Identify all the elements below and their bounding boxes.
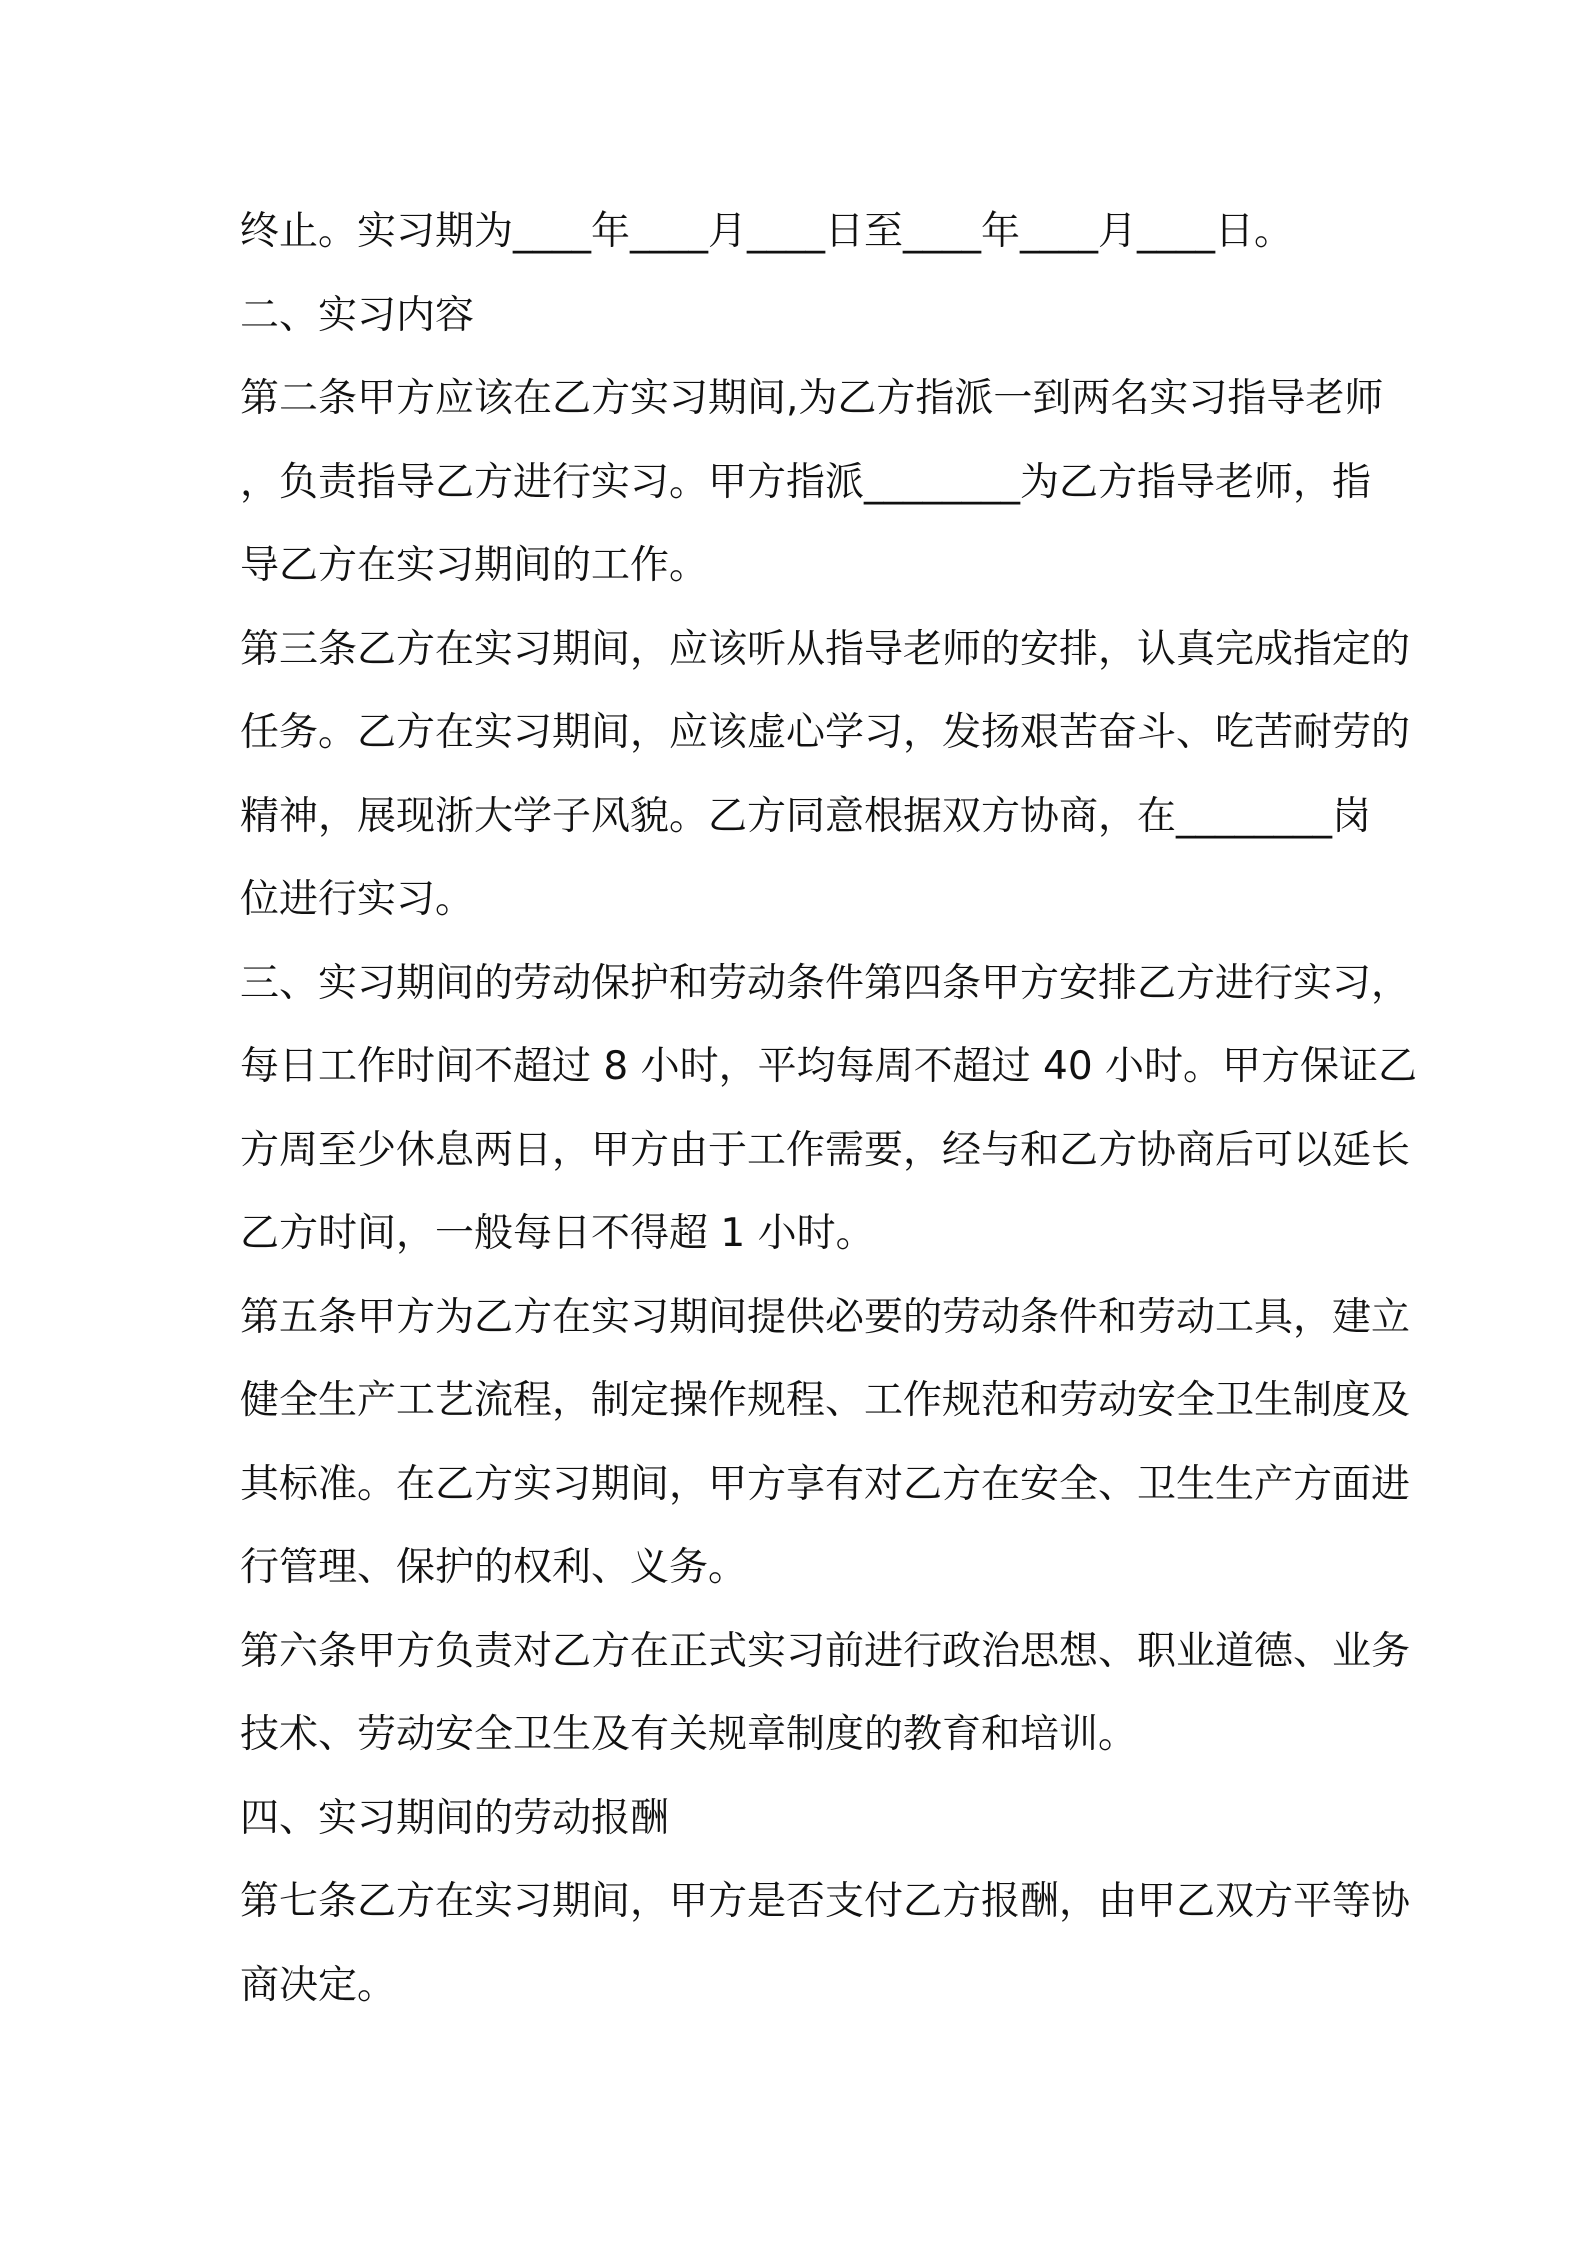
text-line: 其标准。在乙方实习期间，甲方享有对乙方在安全、卫生生产方面进 [240,1461,1411,1507]
section-heading-labor-remuneration: 四、实习期间的劳动报酬 [240,1795,670,1841]
text-line: 第六条甲方负责对乙方在正式实习前进行政治思想、职业道德、业务 [240,1628,1411,1674]
text-line: 技术、劳动安全卫生及有关规章制度的教育和培训。 [240,1712,1138,1757]
text-line: 终止。实习期为____年____月____日至____年____月____日。 [240,209,1294,254]
text-line: 乙方时间，一般每日不得超 1 小时。 [240,1211,875,1256]
text-line: 第三条乙方在实习期间，应该听从指导老师的安排，认真完成指定的 [240,626,1411,672]
text-line: 方周至少休息两日，甲方由于工作需要，经与和乙方协商后可以延长 [240,1127,1411,1173]
document-body [240,190,1418,2027]
text-line: 健全生产工艺流程，制定操作规程、工作规范和劳动安全卫生制度及 [240,1378,1411,1423]
text-line: 每日工作时间不超过 8 小时，平均每周不超过 40 小时。甲方保证乙 [240,1044,1418,1089]
text-line: 位进行实习。 [240,877,475,922]
text-line: 第五条甲方为乙方在实习期间提供必要的劳动条件和劳动工具，建立 [240,1294,1411,1340]
text-line: 导乙方在实习期间的工作。 [240,543,709,588]
text-line: 第二条甲方应该在乙方实习期间,为乙方指派一到两名实习指导老师 [240,376,1384,421]
text-line: 任务。乙方在实习期间，应该虚心学习，发扬艰苦奋斗、吃苦耐劳的 [240,710,1411,755]
section-heading-labor-protection: 三、实习期间的劳动保护和劳动条件第四条甲方安排乙方进行实习， [240,960,1411,1006]
section-heading-internship-content: 二、实习内容 [240,292,475,338]
text-line: 精神，展现浙大学子风貌。乙方同意根据双方协商，在________岗 [240,793,1372,839]
text-line: ，负责指导乙方进行实习。甲方指派________为乙方指导老师，指 [240,459,1372,505]
text-line: 商决定。 [240,1962,397,2008]
text-line: 第七条乙方在实习期间，甲方是否支付乙方报酬，由甲乙双方平等协 [240,1879,1411,1924]
text-line: 行管理、保护的权利、义务。 [240,1545,748,1590]
